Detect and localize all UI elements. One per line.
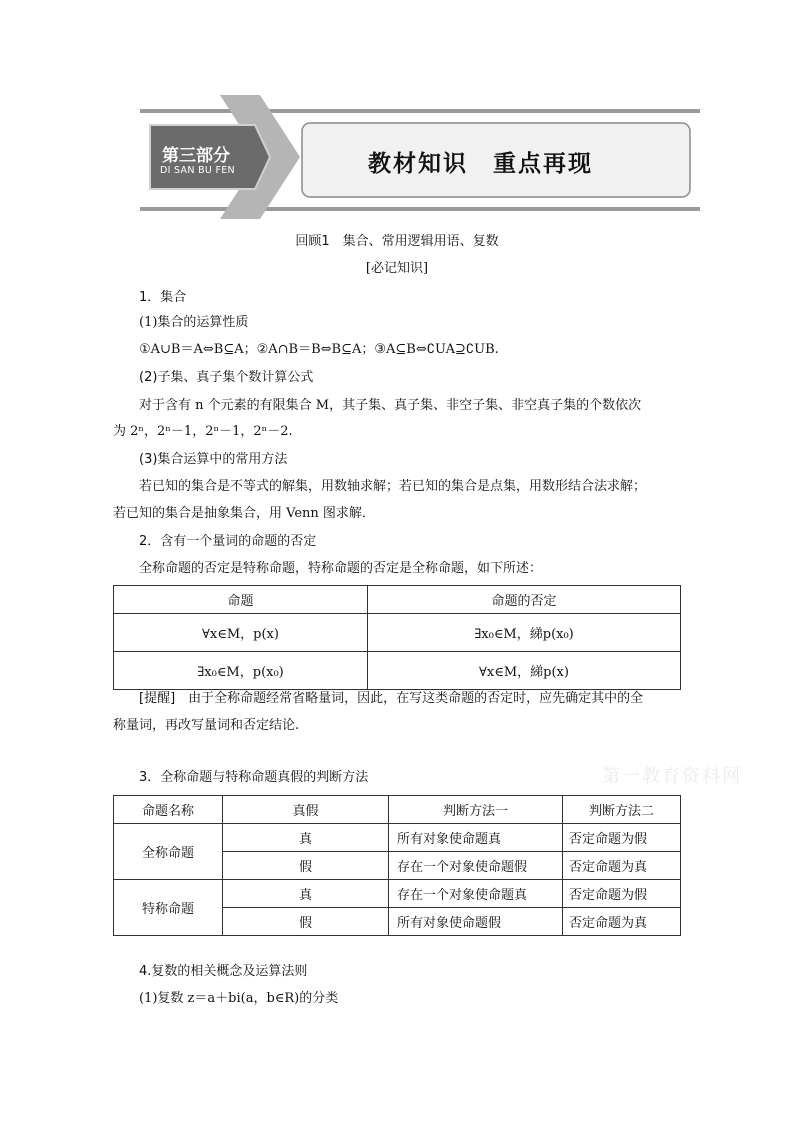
table-group-name: 全称命题 — [114, 824, 223, 880]
table-cell: ∀x∈M，綈p(x) — [368, 652, 681, 690]
table-group-name: 特称命题 — [114, 880, 223, 936]
table-cell: 真 — [223, 880, 389, 908]
section-1-item-2-line-2: 为 2ⁿ，2ⁿ－1，2ⁿ－1，2ⁿ－2. — [113, 424, 293, 439]
table-cell: 否定命题为假 — [563, 880, 681, 908]
table-cell: ∃x₀∈M，p(x₀) — [114, 652, 368, 690]
section-1-title: 1．集合 — [139, 290, 187, 305]
section-2-title: 2．含有一个量词的命题的否定 — [139, 534, 317, 549]
section-3-title: 3．全称命题与特称命题真假的判断方法 — [139, 770, 369, 785]
table-header: 命题的否定 — [368, 586, 681, 614]
section-1-item-2-line-1: 对于含有 n 个元素的有限集合 M，其子集、真子集、非空子集、非空真子集的个数依次 — [139, 398, 642, 413]
section-1-item-3-line-2: 若已知的集合是抽象集合，用 Venn 图求解． — [113, 506, 375, 521]
table-cell: 否定命题为假 — [563, 824, 681, 852]
reminder-line-2: 称量词，再改写量词和否定结论. — [113, 718, 300, 733]
section-1-item-3-line-1: 若已知的集合是不等式的解集，用数轴求解；若已知的集合是点集，用数形结合法求解； — [139, 479, 647, 494]
negation-table — [113, 585, 681, 690]
table-header: 命题名称 — [114, 796, 223, 824]
section-4-item-1-title: (1)复数 z＝a＋bi(a，b∈R)的分类 — [139, 991, 339, 1006]
table-cell: 真 — [223, 824, 389, 852]
reminder-line-1: [提醒] 由于全称命题经常省略量词，因此，在写这类命题的否定时，应先确定其中的全 — [139, 691, 644, 706]
part-label: 第三部分 — [162, 146, 230, 166]
section-2-intro: 全称命题的否定是特称命题，特称命题的否定是全称命题，如下所述： — [139, 561, 543, 576]
truth-judgement-table — [113, 795, 681, 936]
table-cell: ∃x₀∈M，綈p(x₀) — [368, 614, 681, 652]
table-cell: 否定命题为真 — [563, 852, 681, 880]
table-cell: 所有对象使命题真 — [389, 824, 563, 852]
section-1-item-1-title: (1)集合的运算性质 — [139, 315, 249, 330]
table-header: 命题 — [114, 586, 368, 614]
section-1-item-3-title: (3)集合运算中的常用方法 — [139, 452, 288, 467]
table-cell: 假 — [223, 852, 389, 880]
table-cell: 假 — [223, 908, 389, 936]
table-header: 真假 — [223, 796, 389, 824]
banner-title: 教材知识 重点再现 — [368, 151, 593, 177]
section-banner — [140, 95, 700, 219]
watermark: 第一教育资料网 — [602, 766, 742, 787]
table-cell: 存在一个对象使命题真 — [389, 880, 563, 908]
table-cell: ∀x∈M，p(x) — [114, 614, 368, 652]
section-1-item-2-title: (2)子集、真子集个数计算公式 — [139, 370, 314, 385]
section-1-item-1-text: ①A∪B＝A⇔B⊆A；②A∩B＝B⇔B⊆A；③A⊆B⇔∁UA⊇∁UB. — [139, 342, 499, 357]
must-remember-heading: [必记知识] — [365, 261, 429, 276]
table-header: 判断方法一 — [389, 796, 563, 824]
review-heading: 回顾1 集合、常用逻辑用语、复数 — [295, 234, 499, 249]
table-cell: 存在一个对象使命题假 — [389, 852, 563, 880]
table-header: 判断方法二 — [563, 796, 681, 824]
table-cell: 否定命题为真 — [563, 908, 681, 936]
part-pinyin: DI SAN BU FEN — [160, 165, 235, 176]
section-4-title: 4.复数的相关概念及运算法则 — [139, 964, 308, 979]
table-cell: 所有对象使命题假 — [389, 908, 563, 936]
